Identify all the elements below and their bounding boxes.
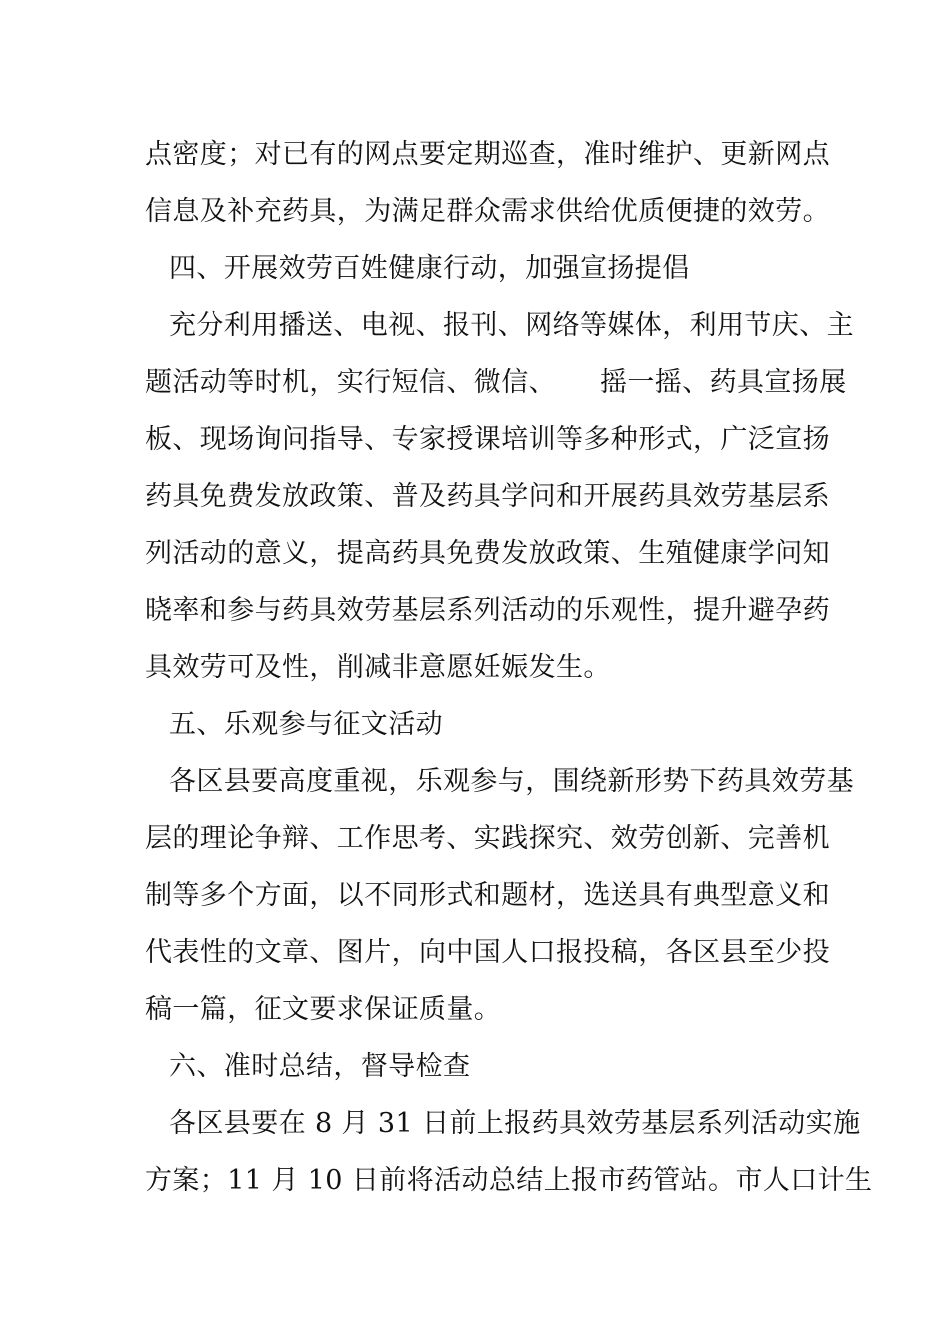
paragraph-line: 各区县要高度重视，乐观参与，围绕新形势下药具效劳基 bbox=[169, 766, 854, 797]
paragraph-line: 层的理论争辩、工作思考、实践探究、效劳创新、完善机 bbox=[145, 823, 830, 854]
paragraph-line: 各区县要在 8 月 31 日前上报药具效劳基层系列活动实施 bbox=[169, 1108, 861, 1139]
paragraph-line: 信息及补充药具，为满足群众需求供给优质便捷的效劳。 bbox=[145, 196, 830, 227]
section-heading-6: 六、准时总结，督导检查 bbox=[169, 1051, 471, 1082]
paragraph-line: 列活动的意义，提高药具免费发放政策、生殖健康学问知 bbox=[145, 538, 830, 569]
document-body bbox=[145, 126, 873, 1209]
paragraph-line: 点密度；对已有的网点要定期巡查，准时维护、更新网点 bbox=[145, 139, 830, 170]
paragraph-line: 板、现场询问指导、专家授课培训等多种形式，广泛宣扬 bbox=[145, 424, 830, 455]
section-heading-5: 五、乐观参与征文活动 bbox=[169, 709, 443, 740]
paragraph-line: 晓率和参与药具效劳基层系列活动的乐观性，提升避孕药 bbox=[145, 595, 830, 626]
paragraph-line: 代表性的文章、图片，向中国人口报投稿，各区县至少投 bbox=[145, 937, 830, 968]
line-segment: 摇一摇、药具宣扬展 bbox=[600, 367, 847, 398]
paragraph-line bbox=[145, 354, 847, 411]
paragraph-line: 稿一篇，征文要求保证质量。 bbox=[145, 994, 502, 1025]
line-segment: 题活动等时机，实行短信、微信、 bbox=[145, 367, 556, 398]
paragraph-line: 药具免费发放政策、普及药具学问和开展药具效劳基层系 bbox=[145, 481, 830, 512]
paragraph-line: 制等多个方面，以不同形式和题材，选送具有典型意义和 bbox=[145, 880, 830, 911]
paragraph-line: 具效劳可及性，削减非意愿妊娠发生。 bbox=[145, 652, 611, 683]
paragraph-line: 方案；11 月 10 日前将活动总结上报市药管站。市人口计生 bbox=[145, 1165, 873, 1196]
paragraph-line: 充分利用播送、电视、报刊、网络等媒体，利用节庆、主 bbox=[169, 310, 854, 341]
section-heading-4: 四、开展效劳百姓健康行动，加强宣扬提倡 bbox=[169, 253, 690, 284]
